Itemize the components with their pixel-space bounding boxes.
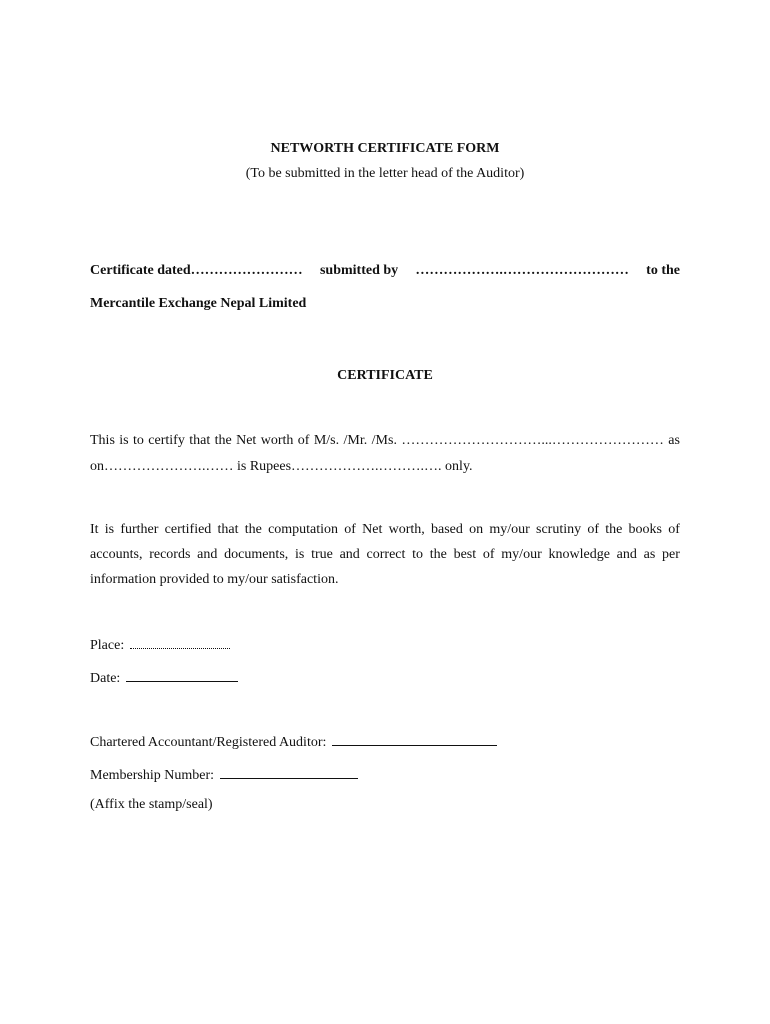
word: It: [90, 522, 99, 537]
word: certify: [148, 433, 185, 448]
date-row: [90, 669, 238, 687]
word: on: [469, 522, 484, 537]
word: that: [217, 522, 239, 537]
to-the-text: to the: [646, 263, 680, 278]
word: Net: [362, 522, 383, 537]
para1-line-2: on………………….…… is Rupees……………….……….…. only.: [90, 459, 473, 474]
auditor-field[interactable]: [332, 733, 497, 746]
word: further: [120, 522, 159, 537]
word: accounts,: [90, 547, 143, 562]
word: of: [482, 547, 495, 562]
word: and: [616, 547, 637, 562]
word: and: [197, 547, 218, 562]
word: Net: [236, 433, 257, 448]
word: the: [214, 433, 232, 448]
word: my/our: [489, 522, 530, 537]
word: scrutiny: [536, 522, 582, 537]
form-title: NETWORTH CERTIFICATE FORM: [270, 141, 500, 156]
word: This: [90, 433, 115, 448]
word: my/our: [501, 547, 542, 562]
auditor-label: Chartered Accountant/Registered Auditor:: [90, 735, 327, 750]
para1-line-1: [90, 433, 680, 449]
word: the: [429, 547, 447, 562]
word: the: [605, 522, 623, 537]
date-label: Date:: [90, 671, 121, 686]
word: best: [453, 547, 477, 562]
word: certified: [164, 522, 212, 537]
membership-row: [90, 766, 358, 784]
word: of: [668, 522, 680, 537]
word: knowledge: [548, 547, 610, 562]
para2-line-2: [90, 547, 680, 563]
date-field[interactable]: [126, 669, 238, 682]
word: to: [133, 433, 144, 448]
exchange-name: Mercantile Exchange Nepal Limited: [90, 296, 307, 311]
word: true: [311, 547, 333, 562]
word: documents,: [224, 547, 289, 562]
word: is: [119, 433, 129, 448]
word: records: [149, 547, 191, 562]
membership-label: Membership Number:: [90, 768, 215, 783]
submitted-by-dots: ……………….………………………: [415, 263, 629, 278]
word: to: [412, 547, 424, 562]
certificate-heading: CERTIFICATE: [337, 368, 433, 383]
word: as: [668, 433, 680, 448]
word: is: [295, 547, 305, 562]
word: of: [587, 522, 599, 537]
form-subtitle: (To be submitted in the letter head of the Auditor): [245, 166, 525, 181]
word: of: [297, 433, 310, 448]
word: computation: [268, 522, 339, 537]
place-row: [90, 636, 230, 654]
word: …………………………...……………………: [401, 433, 664, 448]
para2-line-1: [90, 522, 680, 538]
word: books: [628, 522, 662, 537]
word: based: [431, 522, 463, 537]
word: and: [339, 547, 360, 562]
word: is: [104, 522, 115, 537]
word: that: [189, 433, 211, 448]
word: per: [662, 547, 680, 562]
word: the: [244, 522, 262, 537]
word: as: [643, 547, 656, 562]
word: /Ms.: [371, 433, 397, 448]
word: /Mr.: [343, 433, 368, 448]
affix-stamp-note: (Affix the stamp/seal): [90, 797, 213, 812]
place-label: Place:: [90, 638, 125, 653]
certificate-dated-text: Certificate dated……………………: [90, 263, 303, 278]
word: correct: [366, 547, 406, 562]
membership-field[interactable]: [220, 766, 358, 779]
submitted-by-text: submitted by: [319, 263, 399, 278]
word: M/s.: [313, 433, 340, 448]
word: worth,: [388, 522, 425, 537]
word: of: [344, 522, 356, 537]
word: worth: [260, 433, 294, 448]
place-field[interactable]: [130, 636, 230, 649]
intro-line-1: [90, 263, 680, 279]
auditor-row: [90, 733, 497, 751]
para2-line-3: information provided to my/our satisfaction.: [90, 572, 339, 587]
